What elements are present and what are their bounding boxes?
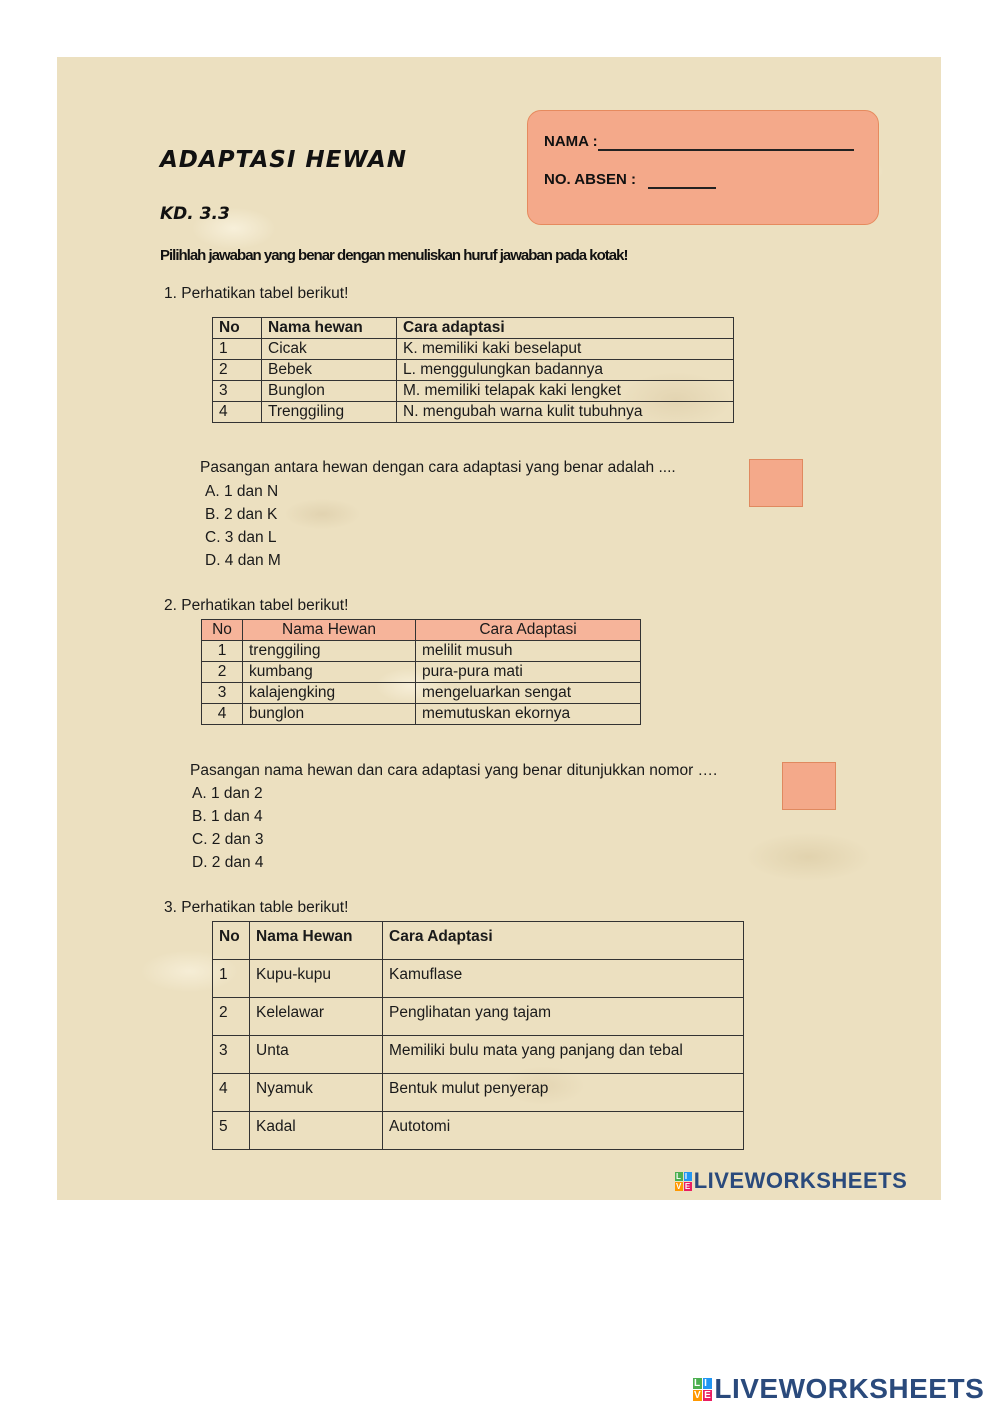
table-cell: 3	[202, 683, 243, 704]
table-row	[213, 960, 744, 998]
table-row	[213, 402, 734, 423]
table-cell: kumbang	[243, 662, 416, 683]
q2-option-c: C. 2 dan 3	[192, 831, 264, 848]
table-row	[202, 641, 641, 662]
absen-label: NO. ABSEN :	[544, 171, 636, 188]
q1-option-a: A. 1 dan N	[205, 483, 279, 500]
liveworksheets-logo-footer[interactable]	[693, 1373, 984, 1405]
q2-answer-box[interactable]	[782, 762, 836, 810]
q2-table	[201, 619, 641, 725]
table-cell: Bebek	[262, 360, 397, 381]
table-cell: 2	[213, 360, 262, 381]
table-cell: N. mengubah warna kulit tubuhnya	[397, 402, 734, 423]
table-cell: 2	[202, 662, 243, 683]
student-info-box	[527, 110, 879, 225]
q1-table	[212, 317, 734, 423]
table-header: No	[213, 922, 250, 960]
q1-option-d: D. 4 dan M	[205, 552, 281, 569]
q2-option-a: A. 1 dan 2	[192, 785, 263, 802]
kd-label: KD. 3.3	[160, 204, 230, 224]
liveworksheets-logo-inner	[675, 1168, 907, 1194]
table-cell: 3	[213, 381, 262, 402]
q3-table	[212, 921, 744, 1150]
table-cell: 5	[213, 1112, 250, 1150]
brand-name: LIVEWORKSHEETS	[714, 1373, 985, 1404]
name-field[interactable]	[598, 149, 854, 151]
table-cell: K. memiliki kaki beselaput	[397, 339, 734, 360]
table-cell: Penglihatan yang tajam	[383, 998, 744, 1036]
table-row	[202, 683, 641, 704]
table-row	[213, 1112, 744, 1150]
table-cell: L. menggulungkan badannya	[397, 360, 734, 381]
table-cell: Autotomi	[383, 1112, 744, 1150]
worksheet-page	[57, 57, 941, 1200]
table-cell: 1	[213, 960, 250, 998]
table-cell: 3	[213, 1036, 250, 1074]
table-row	[213, 339, 734, 360]
absen-field[interactable]	[648, 187, 716, 189]
table-cell: Cicak	[262, 339, 397, 360]
liveworksheets-icon: L I V E	[676, 1171, 691, 1191]
table-cell: 1	[213, 339, 262, 360]
q1-question: Pasangan antara hewan dengan cara adaptasi yang benar adalah ....	[200, 459, 676, 476]
table-cell: Bunglon	[262, 381, 397, 402]
table-cell: pura-pura mati	[416, 662, 641, 683]
table-header: Cara adaptasi	[397, 318, 734, 339]
table-cell: Nyamuk	[250, 1074, 383, 1112]
table-header: Nama Hewan	[250, 922, 383, 960]
table-header-row	[213, 922, 744, 960]
table-row	[202, 662, 641, 683]
table-cell: mengeluarkan sengat	[416, 683, 641, 704]
table-cell: 4	[202, 704, 243, 725]
q1-answer-box[interactable]	[749, 459, 803, 507]
table-cell: trenggiling	[243, 641, 416, 662]
q1-option-c: C. 3 dan L	[205, 529, 277, 546]
brand-name: LIVEWORKSHEETS	[693, 1168, 908, 1193]
table-cell: 2	[213, 998, 250, 1036]
name-label: NAMA :	[544, 133, 598, 150]
table-cell: Kadal	[250, 1112, 383, 1150]
liveworksheets-icon: L I V E	[694, 1377, 712, 1401]
table-cell: Bentuk mulut penyerap	[383, 1074, 744, 1112]
table-header: Cara Adaptasi	[416, 620, 641, 641]
table-row	[202, 704, 641, 725]
q2-question: Pasangan nama hewan dan cara adaptasi yang benar ditunjukkan nomor ….	[190, 762, 718, 779]
table-cell: Memiliki bulu mata yang panjang dan tebal	[383, 1036, 744, 1074]
table-cell: Trenggiling	[262, 402, 397, 423]
table-cell: melilit musuh	[416, 641, 641, 662]
table-cell: 4	[213, 402, 262, 423]
q2-option-d: D. 2 dan 4	[192, 854, 264, 871]
instructions: Pilihlah jawaban yang benar dengan menuliskan huruf jawaban pada kotak!	[160, 247, 628, 264]
table-header: No	[213, 318, 262, 339]
table-row	[213, 1036, 744, 1074]
table-row	[213, 1074, 744, 1112]
table-row	[213, 381, 734, 402]
q2-option-b: B. 1 dan 4	[192, 808, 263, 825]
q2-prompt: 2. Perhatikan tabel berikut!	[164, 597, 349, 614]
table-cell: Kamuflase	[383, 960, 744, 998]
table-cell: memutuskan ekornya	[416, 704, 641, 725]
table-cell: Unta	[250, 1036, 383, 1074]
table-header: Nama Hewan	[243, 620, 416, 641]
table-cell: 4	[213, 1074, 250, 1112]
table-row	[213, 998, 744, 1036]
q1-option-b: B. 2 dan K	[205, 506, 278, 523]
table-cell: bunglon	[243, 704, 416, 725]
table-header: Cara Adaptasi	[383, 922, 744, 960]
table-cell: Kupu-kupu	[250, 960, 383, 998]
page-title: ADAPTASI HEWAN	[160, 147, 407, 173]
q3-prompt: 3. Perhatikan table berikut!	[164, 899, 349, 916]
table-header-row	[213, 318, 734, 339]
table-cell: Kelelawar	[250, 998, 383, 1036]
q1-prompt: 1. Perhatikan tabel berikut!	[164, 285, 349, 302]
table-header-row	[202, 620, 641, 641]
table-header: Nama hewan	[262, 318, 397, 339]
table-row	[213, 360, 734, 381]
table-cell: M. memiliki telapak kaki lengket	[397, 381, 734, 402]
table-header: No	[202, 620, 243, 641]
table-cell: 1	[202, 641, 243, 662]
table-cell: kalajengking	[243, 683, 416, 704]
